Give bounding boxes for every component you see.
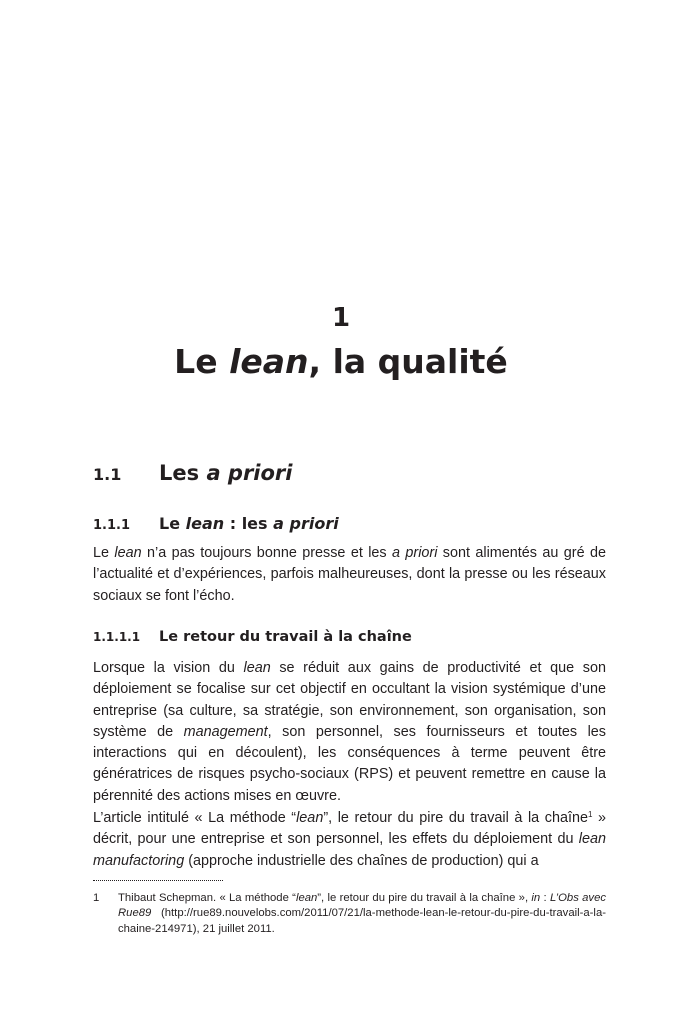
paragraph-1: [93, 543, 606, 607]
paragraph-2-emphasis-2: management: [183, 723, 268, 740]
footnote-emphasis-2: in: [531, 892, 541, 904]
paragraph-3-text-1: L’article intitulé « La méthode “: [93, 810, 297, 826]
paragraph-3-text-4: (approche industrielle des chaînes de production) qui a: [184, 852, 539, 869]
section-heading: [93, 456, 293, 492]
footnote-text-2: ”, le retour du pire du travail à la chaîne »,: [317, 892, 532, 904]
footnote-emphasis-1: lean: [295, 892, 318, 904]
footnote-reference[interactable]: 1: [587, 810, 593, 819]
footnote-text: [118, 891, 606, 937]
subsection-title-emphasis-1: lean: [185, 514, 225, 533]
subsection-title-emphasis-2: a priori: [273, 514, 339, 533]
paragraph-2-text-2: se réduit aux gains de productivité et que son déploiement se focalise sur cet objectif en occultant la vision systémique d’une entreprise (sa culture, sa stratégie, son environnement, son organisation, son système de: [93, 660, 606, 740]
section-title-emphasis: a priori: [206, 461, 293, 485]
paragraph-1-emphasis-1: lean: [114, 545, 142, 561]
paragraph-1-emphasis-2: a priori: [392, 545, 438, 561]
paragraph-3-emphasis-2: lean manufactoring: [93, 831, 606, 869]
paragraph-3: [93, 808, 606, 872]
footnote-number: 1: [93, 892, 100, 904]
chapter-title-suffix: , la qualité: [308, 342, 508, 381]
chapter-title-prefix: Le: [174, 342, 230, 381]
subsection-heading: [93, 511, 339, 539]
paragraph-3-text-3: » décrit, pour une entreprise et son personnel, les effets du déploiement du: [93, 810, 606, 848]
section-title-prefix: Les: [159, 461, 207, 485]
paragraph-2-emphasis-1: lean: [243, 660, 271, 676]
paragraph-2-text-3: , son personnel, ses fournisseurs et toutes les interactions qui en découlent), les conséquences à terme peuvent être génératrices de risques psycho-sociaux (RPS) et peuvent remettre en cause la pérennité des actions mises en œuvre.: [93, 723, 606, 804]
paragraph-1-text-3: sont alimentés au gré de l’actualité et d’expériences, parfois malheureuses, dont la presse ou les réseaux sociaux se font l’écho.: [93, 545, 606, 604]
paragraph-3-text-2: ”, le retour du pire du travail à la chaîne: [323, 810, 588, 826]
paragraph-2-text-1: Lorsque la vision du: [93, 660, 244, 676]
paragraph-1-text-2: n’a pas toujours bonne presse et les: [141, 545, 393, 561]
subsection-number: 1.1.1: [93, 518, 131, 533]
subsubsection-heading: [93, 625, 412, 649]
subsubsection-number: 1.1.1.1: [93, 630, 141, 644]
chapter-title-emphasis: lean: [229, 342, 309, 381]
footnote-source-name: L’Obs avec Rue89: [118, 892, 607, 920]
subsection-title-mid: : les: [224, 514, 274, 533]
paragraph-1-text-1: Le: [93, 545, 115, 561]
section-number: 1.1: [93, 465, 122, 484]
footnote-text-1: Thibaut Schepman. « La méthode “: [118, 892, 296, 904]
paragraph-2: [93, 658, 606, 807]
subsection-title-prefix: Le: [159, 514, 186, 533]
paragraph-3-emphasis-1: lean: [296, 810, 324, 826]
footnote-text-4: (http://rue89.nouvelobs.com/2011/07/21/la-methode-lean-le-retour-du-pire-du-travail-a-la-chaine-214971), 21 juillet 2011.: [118, 907, 606, 935]
footnote: [93, 891, 606, 937]
subsubsection-title: Le retour du travail à la chaîne: [159, 629, 412, 645]
chapter-number: 1: [331, 303, 351, 333]
chapter-title: [0, 338, 682, 386]
footnote-text-3: :: [540, 892, 550, 904]
footnote-separator: [93, 880, 223, 881]
